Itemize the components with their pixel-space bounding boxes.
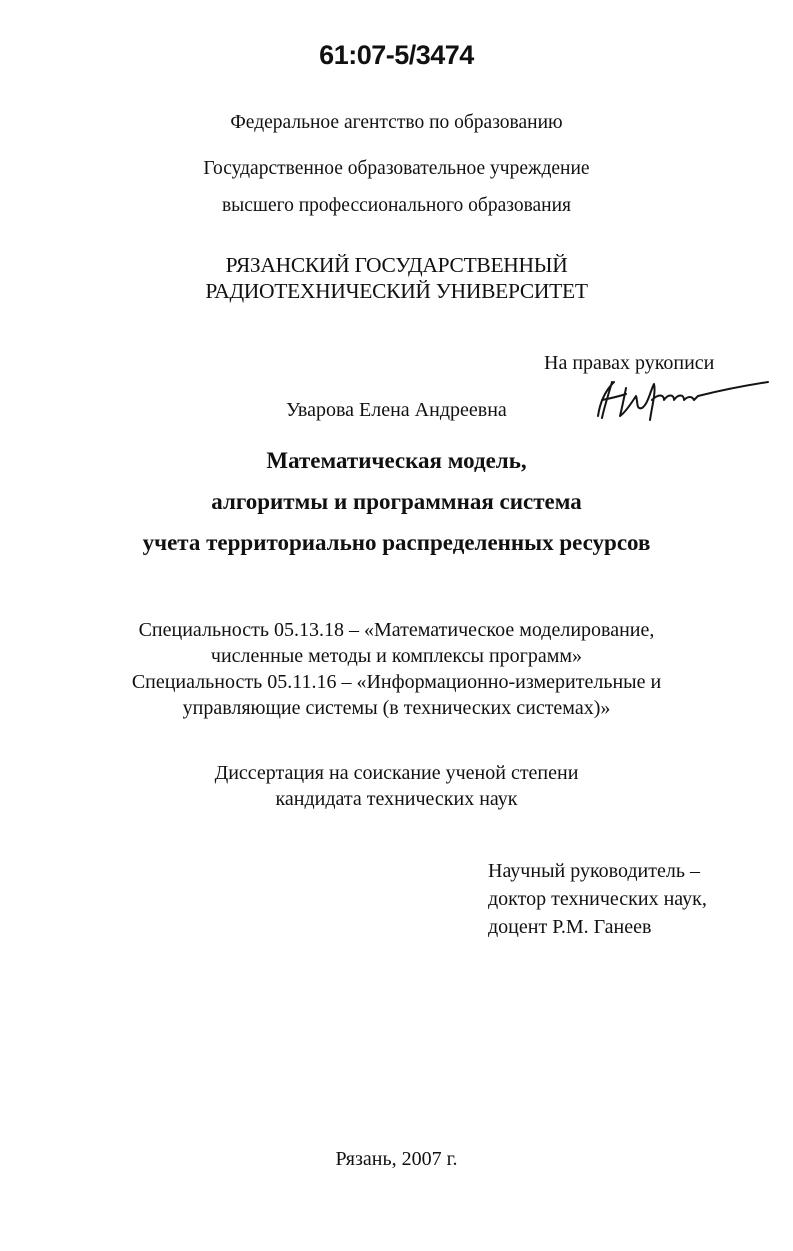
university-line-1: РЯЗАНСКИЙ ГОСУДАРСТВЕННЫЙ bbox=[225, 253, 568, 277]
degree-line-1: Диссертация на соискание ученой степени bbox=[214, 762, 579, 784]
supervisor-line-3: доцент Р.М. Ганеев bbox=[488, 916, 652, 938]
supervisor-line-1: Научный руководитель – bbox=[488, 860, 700, 882]
degree-block bbox=[0, 760, 793, 812]
signature-handwritten bbox=[592, 372, 772, 424]
title-line-2: алгоритмы и программная система bbox=[211, 489, 582, 514]
specialty-line-3: Специальность 05.11.16 – «Информационно-измерительные и bbox=[131, 671, 662, 693]
author-name: Уварова Елена Андреевна bbox=[286, 399, 507, 421]
place-and-year: Рязань, 2007 г. bbox=[335, 1148, 458, 1170]
manuscript-rights-label: На правах рукописи bbox=[544, 352, 715, 374]
specialty-line-2: численные методы и комплексы программ» bbox=[210, 645, 583, 667]
institution-line-1: Государственное образовательное учреждение bbox=[203, 158, 590, 179]
supervisor-block bbox=[488, 857, 707, 941]
agency-name: Федеральное агентство по образованию bbox=[230, 112, 563, 133]
registry-code: 61:07-5/3474 bbox=[319, 40, 474, 70]
specialty-block bbox=[0, 617, 793, 721]
specialty-line-4: управляющие системы (в технических системах)» bbox=[182, 697, 611, 719]
title-line-3: учета территориально распределенных ресурсов bbox=[142, 530, 651, 555]
degree-line-2: кандидата технических наук bbox=[275, 788, 518, 810]
supervisor-line-2: доктор технических наук, bbox=[488, 888, 707, 910]
specialty-line-1: Специальность 05.13.18 – «Математическое моделирование, bbox=[138, 619, 655, 641]
university-line-2: РАДИОТЕХНИЧЕСКИЙ УНИВЕРСИТЕТ bbox=[205, 279, 588, 303]
institution-line-2: высшего профессионального образования bbox=[221, 195, 572, 216]
title-line-1: Математическая модель, bbox=[266, 448, 527, 473]
